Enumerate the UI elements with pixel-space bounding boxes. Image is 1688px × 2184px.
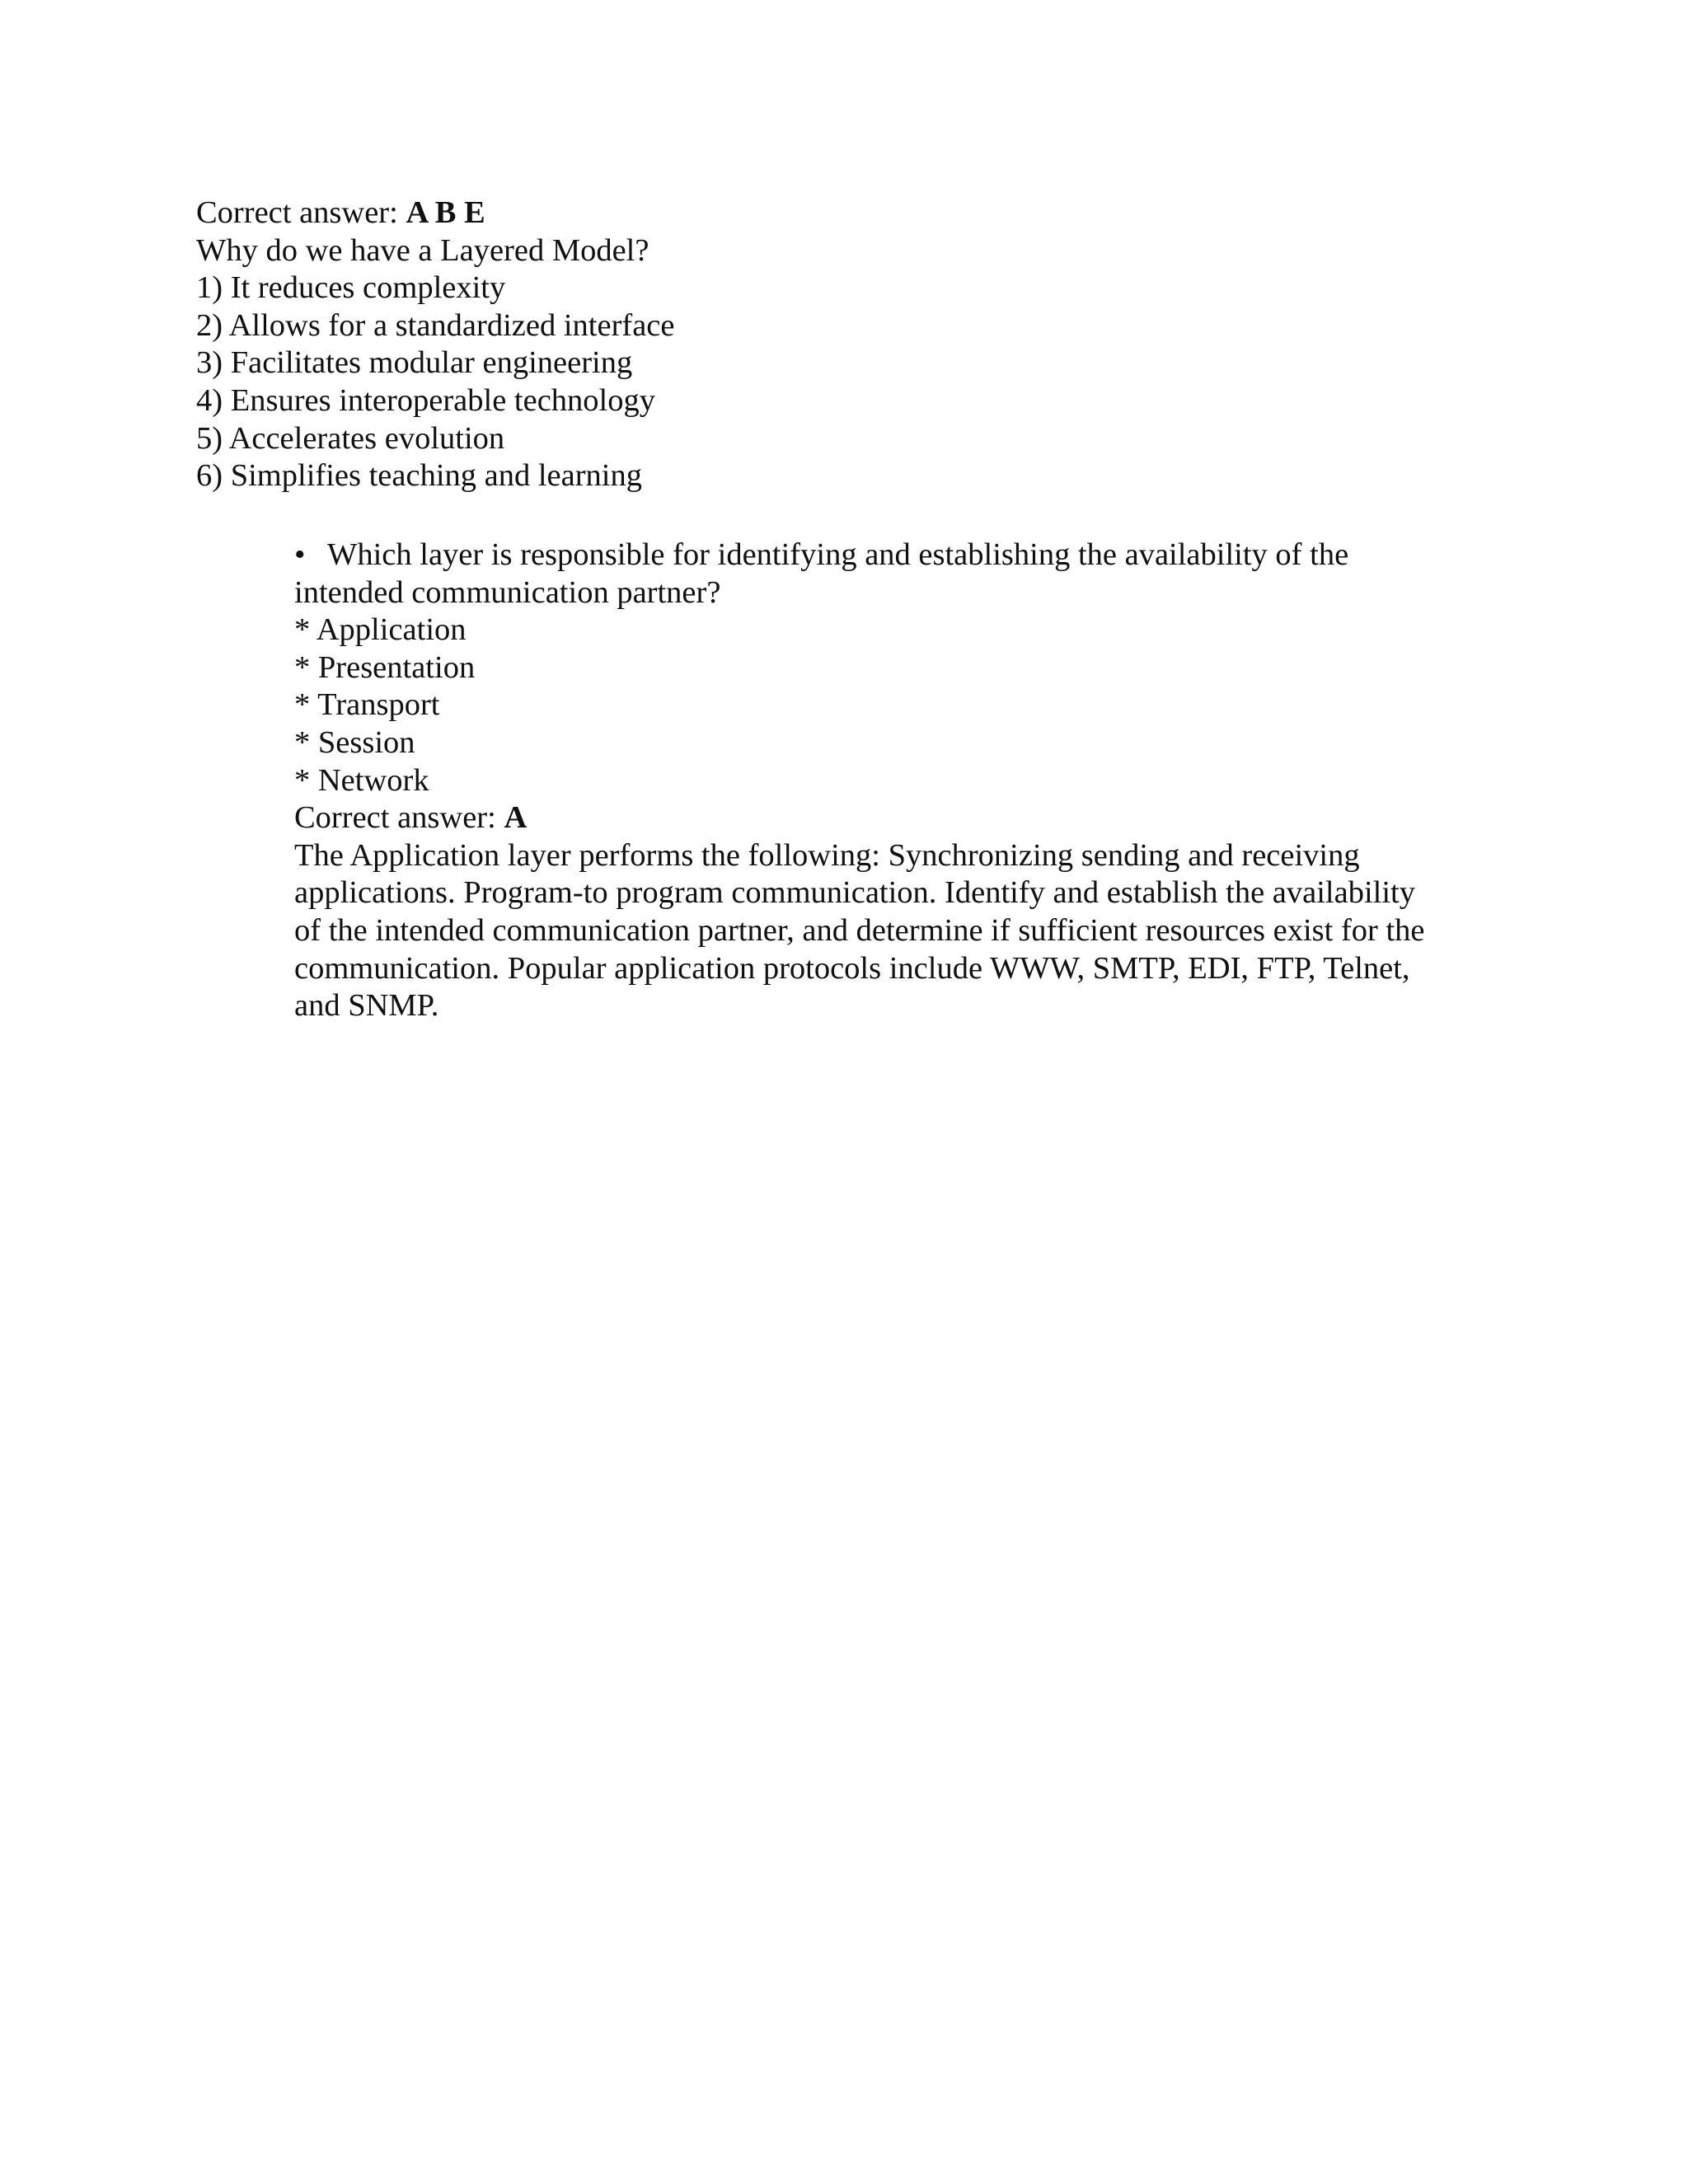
list-item: 4) Ensures interoperable technology — [196, 382, 655, 418]
question-text-line2: intended communication partner? — [294, 574, 721, 610]
layer-question-section — [294, 537, 1473, 1025]
correct-answer-line — [196, 194, 1515, 232]
question-heading: Why do we have a Layered Model? — [196, 232, 649, 268]
question-line — [294, 537, 1473, 574]
correct-answer-value: A B E — [406, 195, 485, 230]
list-item: 5) Accelerates evolution — [196, 420, 505, 456]
list-item: 2) Allows for a standardized interface — [196, 307, 675, 343]
correct-answer-value: A — [504, 800, 528, 836]
option-item: * Network — [294, 762, 429, 798]
bullet-icon: • — [294, 537, 306, 572]
explanation-line: The Application layer performs the following: Synchronizing sending and receiving — [294, 837, 1360, 873]
correct-answer-label: Correct answer: — [196, 195, 398, 230]
option-item: * Application — [294, 612, 467, 648]
list-item: 6) Simplifies teaching and learning — [196, 458, 642, 494]
explanation-line: of the intended communication partner, and determine if sufficient resources exist for the — [294, 912, 1425, 948]
option-item: * Presentation — [294, 649, 476, 685]
correct-answer-line — [294, 799, 1473, 837]
correct-answer-label: Correct answer: — [294, 800, 496, 836]
list-item: 3) Facilitates modular engineering — [196, 345, 633, 381]
explanation-line: communication. Popular application protocols include WWW, SMTP, EDI, FTP, Telnet, — [294, 950, 1410, 986]
explanation-line: applications. Program-to program communication. Identify and establish the availability — [294, 875, 1415, 911]
option-item: * Transport — [294, 687, 440, 723]
question-text-line1: Which layer is responsible for identifying and establishing the availability of the — [327, 537, 1349, 572]
layered-model-section — [196, 194, 1515, 495]
list-item: 1) It reduces complexity — [196, 270, 506, 306]
explanation-line: and SNMP. — [294, 988, 439, 1024]
option-item: * Session — [294, 724, 415, 760]
